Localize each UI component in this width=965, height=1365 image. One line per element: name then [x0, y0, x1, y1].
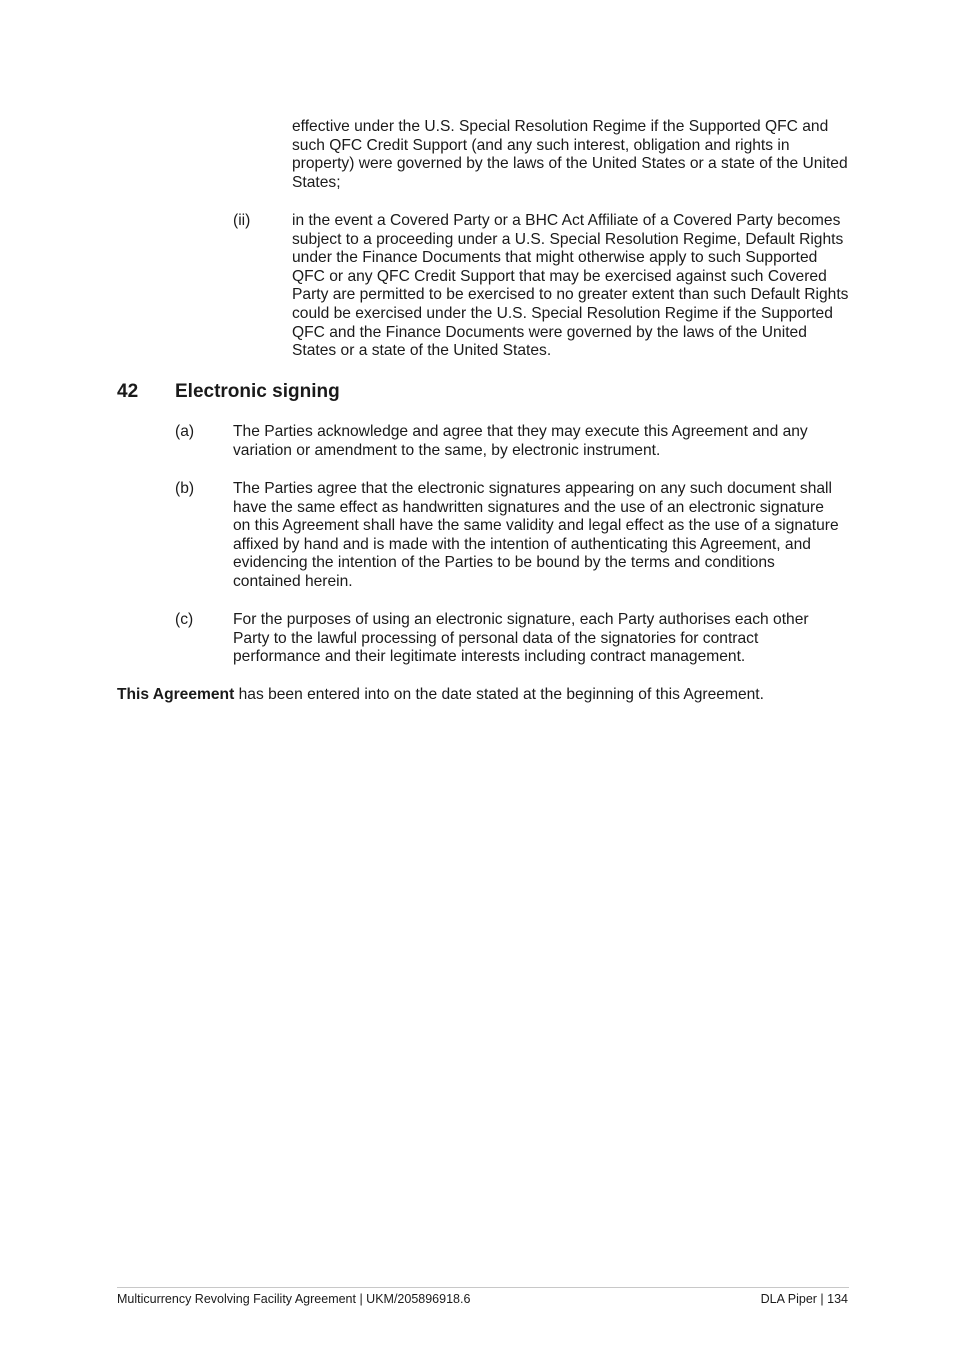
clause-item-text: The Parties agree that the electronic signatures appearing on any such document shall have the same effect as handwritten signatures and the use of an electronic signature on this Agreement shall have the same validity and legal effect as the use of a signature affixed by hand and is made with the intention of authenticating this Agreement, and evidencing the intention of the Parties to be bound by the terms and conditions contained herein.	[233, 480, 839, 590]
clause-item-marker: (b)	[175, 480, 195, 497]
subclause-ii-text: in the event a Covered Party or a BHC Act Affiliate of a Covered Party becomes subject to a proceeding under a U.S. Special Resolution Regime, Default Rights under the Finance Documents that might otherwise apply to such Supported QFC or any QFC Credit Support that may be exercised against such Covered Party are permitted to be exercised to no greater extent than such Default Rights could be exercised under the U.S. Special Resolution Regime if the Supported QFC and the Finance Documents were governed by the laws of the United States or a state of the United States.	[292, 212, 849, 360]
continuation-paragraph: effective under the U.S. Special Resolution Regime if the Supported QFC and such QFC Credit Support (and any such interest, obligation and rights in property) were governed by the laws of the United States or a state of the United States;	[292, 118, 848, 191]
footer-page-number: DLA Piper | 134	[760, 1292, 848, 1306]
clause-item-marker: (a)	[175, 423, 195, 440]
clause-item-text: For the purposes of using an electronic signature, each Party authorises each other Party to the lawful processing of personal data of the signatories for contract performance and their legitimate interests including contract management.	[233, 611, 809, 666]
closing-bold-lead: This Agreement	[117, 686, 235, 703]
clause-item-marker: (c)	[175, 611, 194, 628]
subclause-ii-marker: (ii)	[233, 212, 251, 229]
clause-title: Electronic signing	[175, 381, 340, 402]
clause-item-text: The Parties acknowledge and agree that they may execute this Agreement and any variation or amendment to the same, by electronic instrument.	[233, 423, 808, 459]
clause-number: 42	[117, 381, 139, 402]
footer-divider	[117, 1287, 849, 1288]
closing-statement	[117, 686, 857, 705]
footer-document-reference: Multicurrency Revolving Facility Agreement | UKM/205896918.6	[117, 1292, 471, 1306]
closing-rest: has been entered into on the date stated at the beginning of this Agreement.	[234, 686, 764, 703]
